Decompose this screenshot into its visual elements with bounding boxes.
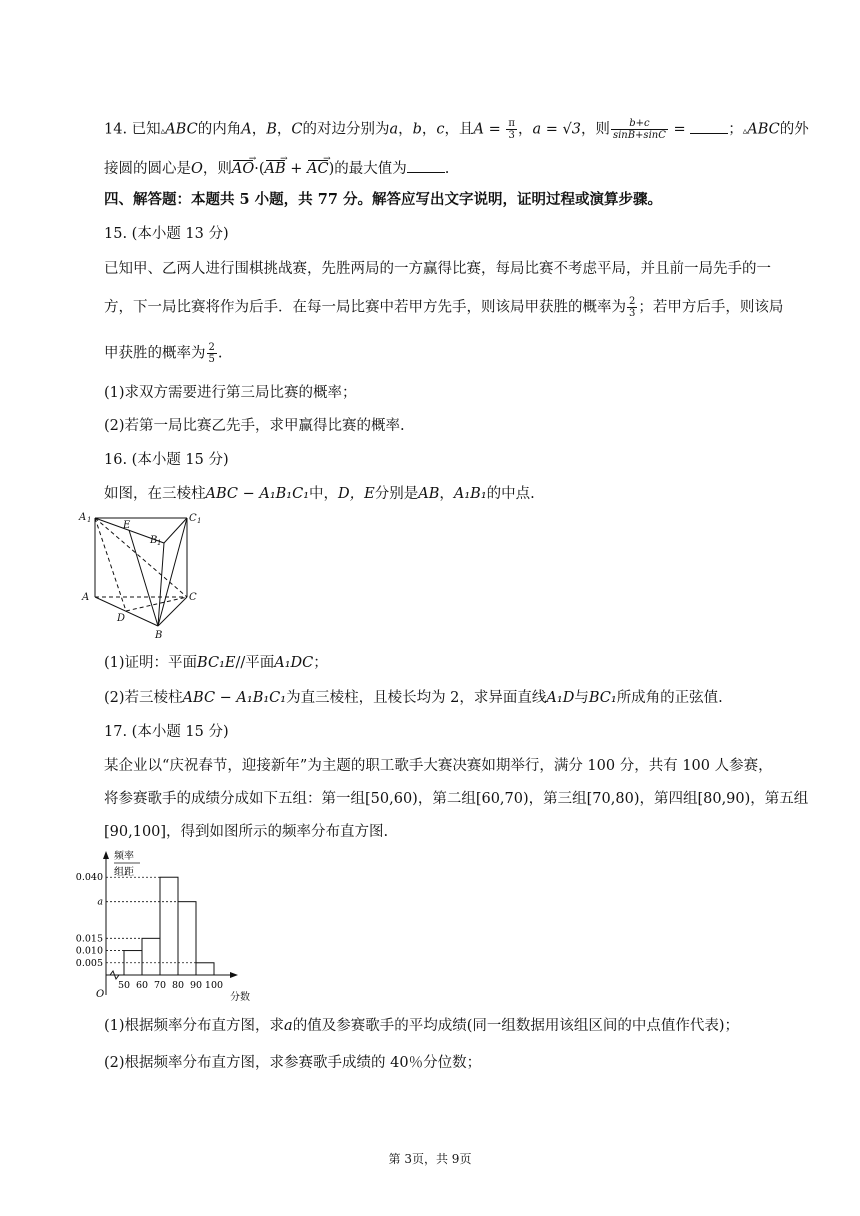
y-label-top: 频率 — [114, 851, 134, 862]
math-prism: ABC − A₁B₁C₁ — [205, 486, 310, 502]
y-tick-label: 0.015 — [75, 933, 103, 945]
q14-comma: ， — [421, 121, 437, 138]
q14-text: 已知 — [131, 121, 161, 138]
answer-blank — [690, 119, 728, 134]
q16-subq1 — [104, 653, 328, 673]
math-B: B — [266, 121, 277, 138]
label-B1: B — [150, 535, 158, 546]
q14-text: 的最大值为 — [334, 161, 407, 177]
q15-text: ；若甲方后手，则该局 — [638, 299, 784, 316]
q17-text: (1)根据频率分布直方图，求 — [104, 1018, 285, 1034]
triangle-symbol: ▵ — [742, 126, 748, 137]
origin-label: O — [96, 989, 105, 1000]
fraction-ratio — [611, 118, 668, 141]
frac-den: 3 — [508, 130, 515, 141]
x-axis-arrow — [230, 972, 238, 978]
math-BC1: BC₁ — [588, 690, 617, 706]
q17-para-line2: 将参赛歌手的成绩分成如下五组：第一组[50,60)，第二组[60,70)，第三组[70,80)，第四组[80,90)，第五组 — [104, 791, 809, 807]
math-DE: D，E — [338, 486, 375, 502]
q14-comma: ， — [276, 121, 292, 138]
q17-para-line1: 某企业以“庆祝春节，迎接新年”为主题的职工歌手大赛决赛如期举行，满分 100 分，共有 100 人参赛， — [104, 758, 773, 774]
q16-text: 分别是 — [374, 486, 419, 502]
q16-text: 中， — [309, 486, 339, 502]
q14-text: 接圆的圆心是 — [104, 161, 191, 177]
x-tick-label: 70 — [153, 980, 167, 991]
math-plane-BC1E: BC₁E — [197, 655, 236, 671]
q15-subq2: (2)若第一局比赛乙先手，求甲赢得比赛的概率. — [104, 418, 405, 434]
close-paren: ) — [328, 161, 335, 177]
x-tick-label: 90 — [189, 980, 203, 991]
x-tick-label: 100 — [204, 980, 224, 991]
semicolon: ； — [313, 655, 328, 671]
edge-A-B — [95, 597, 158, 626]
q14-text: 的外 — [779, 121, 809, 138]
math-a: a — [284, 1018, 293, 1034]
histogram-bar — [178, 902, 196, 975]
y-label-bottom: 组距 — [114, 867, 134, 878]
q17-subq2: (2)根据频率分布直方图，求参赛歌手成绩的 40％分位数； — [104, 1055, 482, 1071]
frac-num: 2 — [629, 296, 636, 307]
x-axis-label: 分数 — [230, 992, 250, 1003]
y-axis-arrow — [103, 851, 109, 859]
math-prism: ABC − A₁B₁C₁ — [182, 690, 287, 706]
label-C1: C — [189, 513, 197, 524]
math-abc: ABC — [747, 121, 780, 138]
vector-AO: AO → — [232, 159, 254, 179]
label-C1-sub: 1 — [197, 517, 202, 525]
q14-comma: ， — [517, 121, 533, 138]
q15-text: 甲获胜的概率为 — [104, 345, 206, 362]
label-C: C — [189, 592, 197, 603]
label-E: E — [123, 520, 131, 531]
q15-subq1: (1)求双方需要进行第三局比赛的概率； — [104, 385, 357, 401]
fraction-2-5 — [207, 342, 217, 365]
prism-figure — [78, 508, 208, 646]
q16-para — [104, 484, 535, 504]
q14-number: 14. — [104, 121, 132, 138]
q17-para-line3: [90,100]，得到如图所示的频率分布直方图. — [104, 824, 389, 840]
label-A1-sub: 1 — [87, 516, 92, 524]
q14-text: ，则 — [580, 121, 610, 138]
histogram-bar — [160, 877, 178, 975]
math-O: O — [191, 161, 203, 177]
parallel-symbol: // — [235, 655, 246, 671]
frac-num: b+c — [611, 118, 668, 130]
frac-den: sinB+sinC — [612, 130, 666, 141]
page-footer: 第 3页，共 9页 — [388, 1152, 472, 1166]
histogram-bar — [142, 938, 160, 975]
math-cond-a: a = √3 — [532, 121, 581, 138]
frequency-histogram — [74, 845, 264, 1010]
histogram-bar — [196, 963, 214, 975]
frac-den: 3 — [629, 308, 636, 319]
math-A1B1: A₁B₁ — [453, 486, 487, 502]
period: . — [444, 161, 450, 177]
q16-text: 与 — [574, 690, 589, 706]
label-B1-sub: 1 — [157, 539, 162, 547]
q15-header: 15. (本小题 13 分) — [104, 226, 229, 242]
semicolon: ； — [728, 121, 743, 138]
q14-comma: ， — [398, 121, 413, 138]
math-c: c — [436, 121, 445, 138]
comma: ， — [439, 486, 454, 502]
label-D: D — [117, 613, 126, 624]
math-b: b — [412, 121, 422, 138]
q16-text: (1)证明：平面 — [104, 655, 198, 671]
q14-text: 的内角 — [197, 121, 242, 138]
q17-subq1 — [104, 1016, 739, 1036]
math-plane-A1DC: A₁DC — [274, 655, 314, 671]
math-cond-A: A = — [473, 121, 506, 138]
y-tick-label: a — [97, 896, 103, 908]
section-4-heading: 四、解答题：本题共 5 小题，共 77 分。解答应写出文字说明，证明过程或演算步骤。 — [104, 191, 662, 208]
math-AB: AB — [418, 486, 440, 502]
x-tick-label: 80 — [171, 980, 185, 991]
q14-line2 — [104, 158, 449, 179]
q14-comma: ， — [251, 121, 267, 138]
hidden-line-A1-C — [95, 518, 187, 597]
dot-paren: ·( — [254, 161, 265, 177]
x-tick-label: 50 — [117, 980, 131, 991]
frac-den: 5 — [208, 354, 215, 365]
q16-text: 所成角的正弦值. — [616, 690, 723, 706]
q15-para-line3 — [104, 342, 222, 365]
x-tick-label: 60 — [135, 980, 149, 991]
math-C: C — [291, 121, 303, 138]
q14-text: ，则 — [202, 161, 232, 177]
math-abc: ABC — [165, 121, 198, 138]
frac-num: 2 — [208, 342, 215, 353]
frac-num: π — [508, 118, 515, 129]
vector-AC: AC → — [307, 159, 329, 179]
math-A1D: A₁D — [546, 690, 575, 706]
y-tick-label: 0.010 — [75, 945, 103, 957]
q15-text: 方，下一局比赛将作为后手．在每一局比赛中若甲方先手，则该局甲获胜的概率为 — [104, 299, 626, 316]
label-A: A — [82, 592, 90, 603]
triangle-symbol: ▵ — [160, 126, 166, 137]
q15-para-line2 — [104, 296, 783, 319]
period: . — [217, 345, 223, 362]
q17-header: 17. (本小题 15 分) — [104, 724, 229, 740]
plus: + — [285, 161, 308, 177]
equals: = — [668, 121, 691, 138]
y-tick-label: 0.005 — [75, 957, 103, 969]
label-B: B — [155, 630, 163, 641]
label-A1: A — [79, 512, 87, 523]
hidden-line-D-C — [126, 597, 187, 611]
q17-text: 的值及参赛歌手的平均成绩(同一组数据用该组区间的中点值作代表)； — [292, 1018, 740, 1034]
math-A: A — [241, 121, 252, 138]
q16-text: 如图，在三棱柱 — [104, 486, 206, 502]
q16-subq2 — [104, 688, 723, 708]
q14-text: 的对边分别为 — [302, 121, 390, 138]
q16-text: (2)若三棱柱 — [104, 690, 183, 706]
q16-header: 16. (本小题 15 分) — [104, 452, 229, 468]
math-a: a — [389, 121, 399, 138]
fraction-2-3 — [627, 296, 637, 319]
y-tick-label: 0.040 — [75, 872, 103, 884]
q16-text: 平面 — [245, 655, 275, 671]
fraction-pi-over-3 — [506, 118, 517, 141]
q14-text: ，且 — [444, 121, 474, 138]
q14-line1 — [104, 118, 809, 142]
answer-blank — [407, 158, 445, 173]
vector-AB: AB → — [265, 159, 286, 179]
q16-text: 的中点. — [486, 486, 535, 502]
q16-text: 为直三棱柱，且棱长均为 2，求异面直线 — [286, 690, 547, 706]
q15-para-line1: 已知甲、乙两人进行围棋挑战赛，先胜两局的一方赢得比赛，每局比赛不考虑平局，并且前一局先手的一 — [104, 261, 771, 277]
